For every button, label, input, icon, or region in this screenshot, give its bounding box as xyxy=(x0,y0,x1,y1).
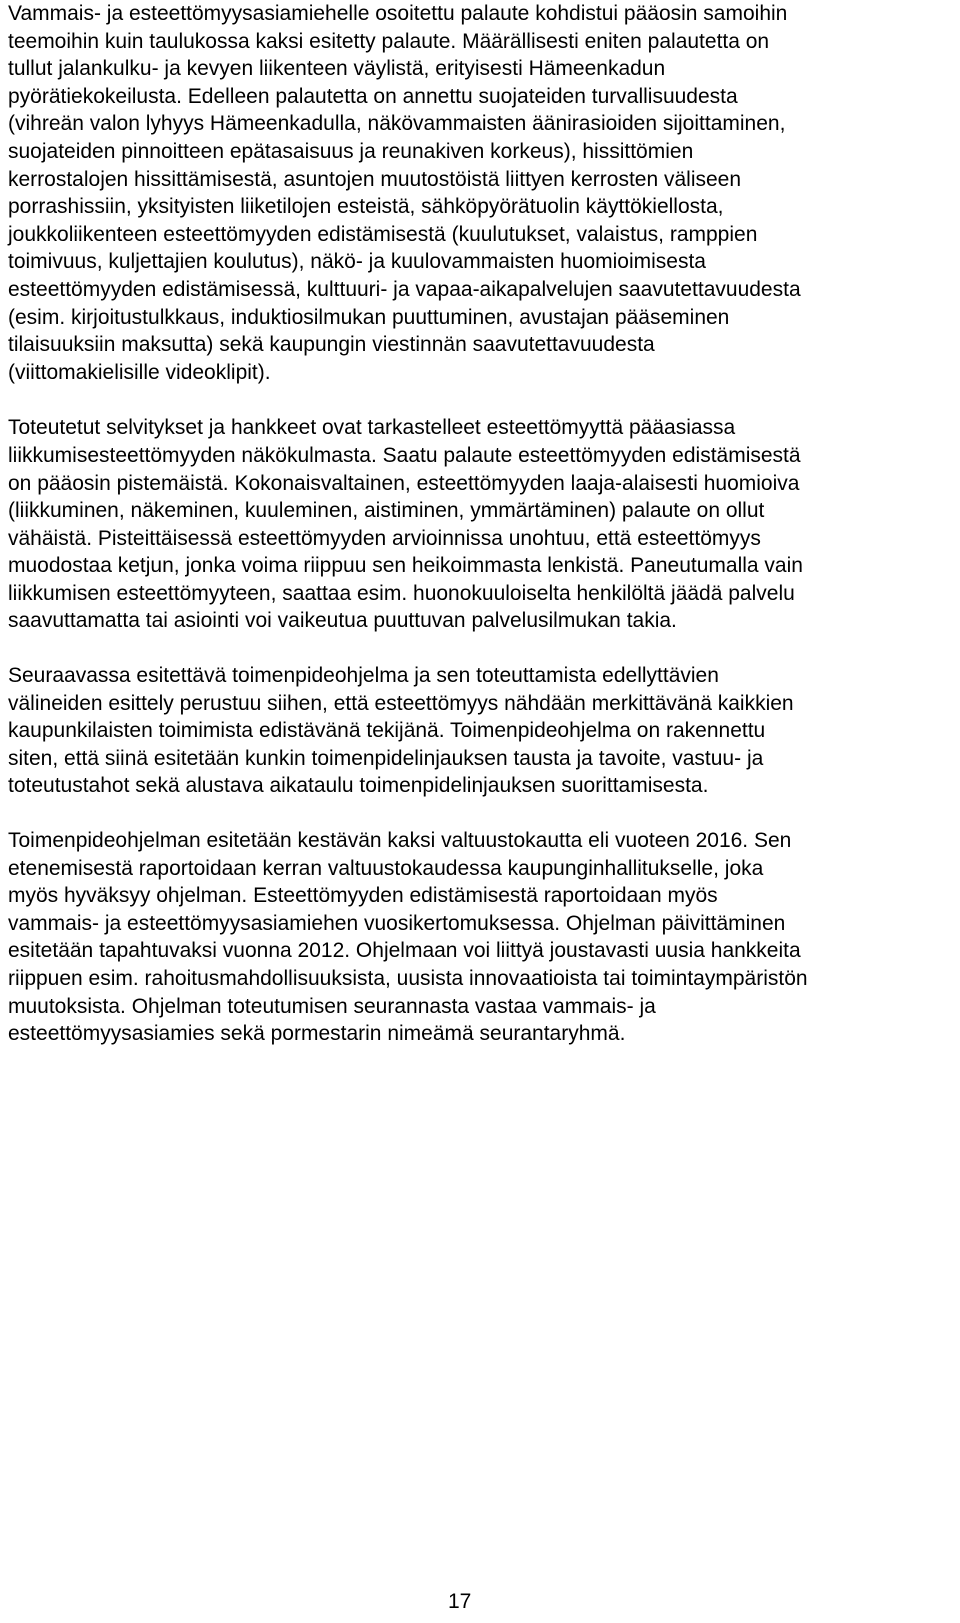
text-line: Toimenpideohjelman esitetään kestävän kaksi valtuustokautta eli vuoteen 2016. Sen xyxy=(8,829,792,853)
text-line: muodostaa ketjun, jonka voima riippuu sen heikoimmasta lenkistä. Paneutumalla vain xyxy=(8,554,803,578)
document-page xyxy=(8,0,953,1048)
page-number: 17 xyxy=(448,1590,472,1613)
paragraph-feedback xyxy=(8,0,953,386)
text-line: riippuen esim. rahoitusmahdollisuuksista, uusista innovaatioista tai toimintaympäristön xyxy=(8,967,808,990)
text-line: tullut jalankulku- ja kevyen liikenteen väylistä, erityisesti Hämeenkadun xyxy=(8,57,666,81)
text-line: (liikkuminen, näkeminen, kuuleminen, aistiminen, ymmärtäminen) palaute on ollut xyxy=(8,499,765,523)
text-line: toimivuus, kuljettajien koulutus), näkö- ja kuulovammaisten huomioimisesta xyxy=(8,250,706,274)
text-line: porrashissiin, yksityisten liiketilojen esteistä, sähköpyörätuolin käyttökiellosta, xyxy=(8,195,724,219)
text-line: suojateiden pinnoitteen epätasaisuus ja reunakiven korkeus), hissittömien xyxy=(8,139,694,163)
text-line: teemoihin kuin taulukossa kaksi esitetty palaute. Määrällisesti eniten palautetta on xyxy=(8,29,770,53)
text-line: vähäistä. Pisteittäisessä esteettömyyden arvioinnissa unohtuu, että esteettömyys xyxy=(8,526,761,550)
text-line: esteettömyyden edistämisessä, kulttuuri- ja vapaa-aikapalvelujen saavutettavuudesta xyxy=(8,277,801,301)
text-line: Vammais- ja esteettömyysasiamiehelle osoitettu palaute kohdistui pääosin samoihin xyxy=(8,2,788,25)
text-line: etenemisestä raportoidaan kerran valtuustokaudessa kaupunginhallitukselle, joka xyxy=(8,856,764,880)
text-line: (vihreän valon lyhyys Hämeenkadulla, näkövammaisten äänirasioiden sijoittaminen, xyxy=(8,112,786,136)
paragraph-reporting xyxy=(8,827,953,1048)
text-line: esitetään tapahtuvaksi vuonna 2012. Ohjelmaan voi liittyä joustavasti uusia hankkeita xyxy=(8,939,801,963)
text-line: pyörätiekokeilusta. Edelleen palautetta on annettu suojateiden turvallisuudesta xyxy=(8,84,738,108)
text-line: Toteutetut selvitykset ja hankkeet ovat tarkastelleet esteettömyyttä pääasiassa xyxy=(8,416,736,440)
text-line: myös hyväksyy ohjelman. Esteettömyyden edistämisestä raportoidaan myös xyxy=(8,884,718,908)
text-line: (esim. kirjoitustulkkaus, induktiosilmukan puuttuminen, avustajan pääseminen xyxy=(8,305,730,329)
text-line: liikkumisesteettömyyden näkökulmasta. Saatu palaute esteettömyyden edistämisestä xyxy=(8,443,801,467)
text-line: välineiden esittely perustuu siihen, että esteettömyys nähdään merkittävänä kaikkien xyxy=(8,691,794,715)
text-line: siten, että siinä esitetään kunkin toimenpidelinjauksen tausta ja tavoite, vastuu- ja xyxy=(8,746,764,770)
text-line: esteettömyysasiamies sekä pormestarin nimeämä seurantaryhmä. xyxy=(8,1022,626,1046)
text-line: liikkumisen esteettömyyteen, saattaa esim. huonokuuloiselta henkilöltä jäädä palvelu xyxy=(8,581,795,605)
text-line: kerrostalojen hissittämisestä, asuntojen muutostöistä liittyen kerrosten väliseen xyxy=(8,167,742,191)
text-line: tilaisuuksiin maksutta) sekä kaupungin viestinnän saavutettavuudesta xyxy=(8,333,655,357)
text-line: joukkoliikenteen esteettömyyden edistämisestä (kuulutukset, valaistus, ramppien xyxy=(8,222,758,246)
text-line: muutoksista. Ohjelman toteutumisen seurannasta vastaa vammais- ja xyxy=(8,994,656,1018)
paragraph-studies xyxy=(8,414,953,635)
text-line: on pääosin pistemäistä. Kokonaisvaltainen, esteettömyyden laaja-alaisesti huomioiva xyxy=(8,471,800,495)
text-line: toteutustahot sekä alustava aikataulu toimenpidelinjauksen suorittamisesta. xyxy=(8,774,709,798)
text-line: vammais- ja esteettömyysasiamiehen vuosikertomuksessa. Ohjelman päivittäminen xyxy=(8,911,786,935)
text-line: Seuraavassa esitettävä toimenpideohjelma ja sen toteuttamista edellyttävien xyxy=(8,664,719,688)
text-line: saavuttamatta tai asiointi voi vaikeutua puuttuvan palvelusilmukan takia. xyxy=(8,609,677,633)
text-line: kaupunkilaisten toimimista edistävänä tekijänä. Toimenpideohjelma on rakennettu xyxy=(8,719,766,743)
text-line: (viittomakielisille videoklipit). xyxy=(8,360,271,384)
paragraph-programme xyxy=(8,662,953,800)
